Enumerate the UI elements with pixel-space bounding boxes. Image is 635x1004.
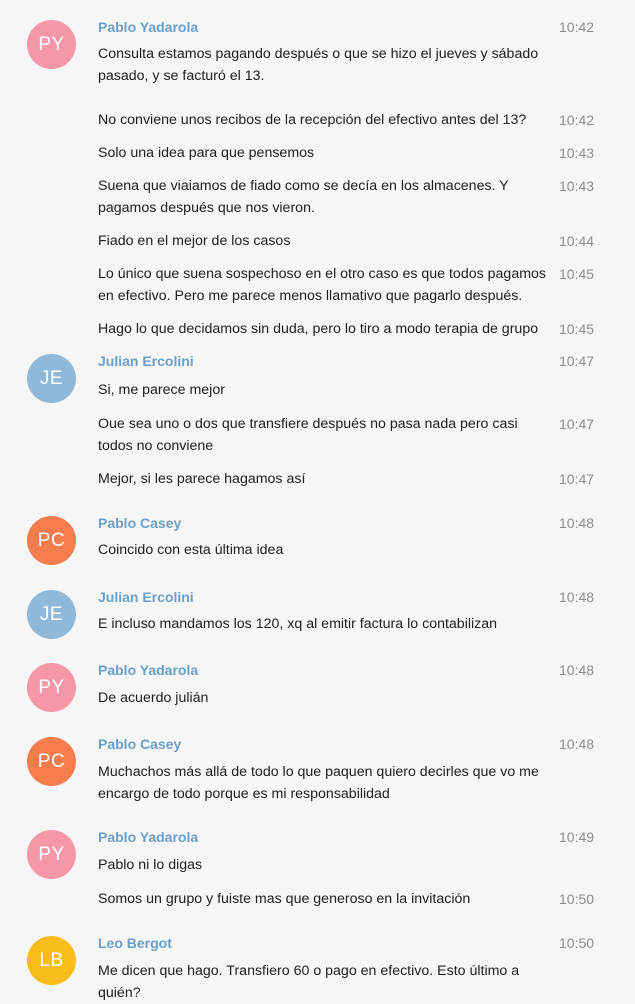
- message-time: 10:47: [559, 416, 595, 432]
- message-text: Lo único que suena sospechoso en el otro caso es que todos pagamos en efectivo. Pero me parece menos llamativo que pagarlo después.: [98, 266, 547, 304]
- message-time: 10:42: [559, 112, 595, 128]
- message-text: Me dicen que hago. Transfiero 60 o pago en efectivo. Esto último a quién?: [98, 963, 520, 1001]
- message-row[interactable]: [98, 614, 635, 636]
- sender-name[interactable]: Pablo Yadarola: [98, 662, 199, 678]
- message-row[interactable]: [98, 762, 635, 805]
- avatar[interactable]: PY: [27, 663, 76, 712]
- sender-name[interactable]: Leo Bergot: [98, 935, 172, 951]
- message-row[interactable]: [98, 380, 635, 402]
- message-text: Si, me parece mejor: [98, 382, 225, 398]
- message-row[interactable]: [98, 176, 635, 219]
- message-row[interactable]: [98, 688, 635, 710]
- message-text: Coincido con esta última idea: [98, 542, 284, 558]
- message-time: 10:48: [559, 515, 595, 531]
- message-row[interactable]: [98, 143, 635, 165]
- avatar[interactable]: LB: [27, 936, 76, 985]
- message-row[interactable]: [98, 889, 635, 911]
- message-row[interactable]: [98, 319, 635, 341]
- message-text: Fiado en el mejor de los casos: [98, 233, 291, 249]
- message-text: Muchachos más allá de todo lo que paquen quiero decirles que vo me encargo de todo porque es mi responsabilidad: [98, 764, 539, 802]
- message-row[interactable]: [98, 414, 635, 457]
- message-time: 10:48: [559, 736, 595, 752]
- message-row[interactable]: [98, 110, 635, 132]
- message-time: 10:47: [559, 471, 595, 487]
- avatar[interactable]: PC: [27, 516, 76, 565]
- message-time: 10:43: [559, 145, 595, 161]
- message-time: 10:48: [559, 662, 595, 678]
- message-text: Pablo ni lo digas: [98, 857, 203, 873]
- message-time: 10:44: [559, 233, 595, 249]
- avatar[interactable]: JE: [27, 354, 76, 403]
- message-text: Solo una idea para que pensemos: [98, 145, 315, 161]
- sender-name[interactable]: Julian Ercolini: [98, 353, 194, 369]
- sender-name[interactable]: Pablo Yadarola: [98, 829, 199, 845]
- message-text: Mejor, si les parece hagamos así: [98, 471, 306, 487]
- message-row[interactable]: [98, 540, 635, 562]
- message-time: 10:45: [559, 266, 595, 282]
- message-row[interactable]: [98, 469, 635, 491]
- message-text: Somos un grupo y fuiste mas que generoso en la invitación: [98, 891, 471, 907]
- message-text: De acuerdo julián: [98, 690, 209, 706]
- message-time: 10:47: [559, 353, 595, 369]
- message-text: Suena que viaiamos de fiado como se decía en los almacenes. Y pagamos después que nos vieron.: [98, 178, 509, 216]
- avatar[interactable]: PC: [27, 737, 76, 786]
- sender-name[interactable]: Julian Ercolini: [98, 589, 194, 605]
- message-row[interactable]: [98, 961, 635, 1004]
- avatar[interactable]: JE: [27, 590, 76, 639]
- sender-name[interactable]: Pablo Yadarola: [98, 19, 199, 35]
- message-text: Consulta estamos pagando después o que se hizo el jueves y sábado pasado, y se facturó el 13.: [98, 46, 539, 84]
- message-time: 10:42: [559, 19, 595, 35]
- sender-name[interactable]: Pablo Casey: [98, 736, 182, 752]
- message-time: 10:45: [559, 321, 595, 337]
- message-time: 10:43: [559, 178, 595, 194]
- message-row[interactable]: [98, 855, 635, 877]
- sender-name[interactable]: Pablo Casey: [98, 515, 182, 531]
- message-row[interactable]: [98, 44, 635, 87]
- message-time: 10:50: [559, 935, 595, 951]
- message-text: No conviene unos recibos de la recepción del efectivo antes del 13?: [98, 112, 527, 128]
- message-time: 10:49: [559, 829, 595, 845]
- message-time: 10:48: [559, 589, 595, 605]
- message-text: Hago lo que decidamos sin duda, pero lo tiro a modo terapia de grupo: [98, 321, 539, 337]
- message-time: 10:50: [559, 891, 595, 907]
- message-text: Oue sea uno o dos que transfiere después no pasa nada pero casi todos no conviene: [98, 416, 518, 454]
- message-row[interactable]: [98, 264, 635, 307]
- message-text: E incluso mandamos los 120, xq al emitir factura lo contabilizan: [98, 616, 498, 632]
- avatar[interactable]: PY: [27, 20, 76, 69]
- message-row[interactable]: [98, 231, 635, 253]
- avatar[interactable]: PY: [27, 830, 76, 879]
